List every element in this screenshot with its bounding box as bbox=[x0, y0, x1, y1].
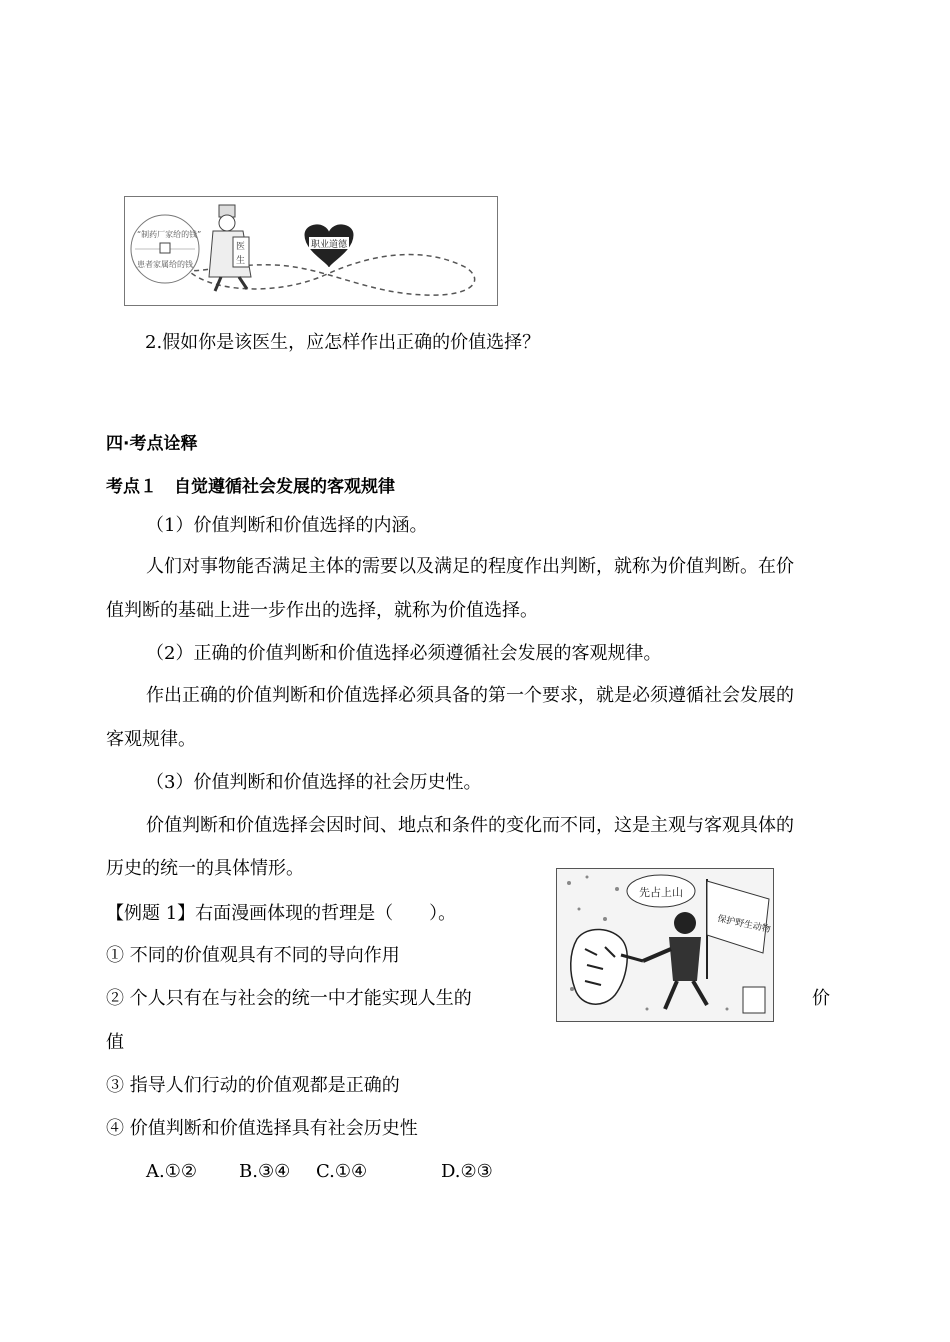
choice-c: C.①④ bbox=[316, 1161, 368, 1182]
choice-d: D.②③ bbox=[441, 1161, 493, 1182]
doctor-cartoon-figure bbox=[124, 196, 498, 306]
circle-text-bottom: 患者家属给的钱 bbox=[137, 260, 193, 269]
paragraph-1-line-1: 人们对事物能否满足主体的需要以及满足的程度作出判断，就称为价值判断。在价 bbox=[146, 556, 794, 577]
option-2-wrap: 值 bbox=[106, 1032, 124, 1053]
choice-b: B.③④ bbox=[239, 1161, 291, 1182]
doctor-label-1: 医 bbox=[236, 242, 246, 252]
heart-label: 职业道德 bbox=[311, 240, 348, 250]
doctor-label-2: 生 bbox=[236, 256, 246, 266]
paragraph-1-heading: （1）价值判断和价值选择的内涵。 bbox=[146, 515, 428, 536]
option-3: ③ 指导人们行动的价值观都是正确的 bbox=[106, 1075, 400, 1096]
paragraph-2-line-2: 客观规律。 bbox=[106, 729, 196, 750]
flag-text: 保护野生动物 bbox=[716, 914, 772, 936]
point-1-title: 考点１ 自觉遵循社会发展的客观规律 bbox=[106, 477, 395, 497]
option-1: ① 不同的价值观具有不同的导向作用 bbox=[106, 945, 400, 966]
bubble-text: 先占上山 bbox=[639, 886, 683, 899]
tiger-cartoon-figure bbox=[556, 868, 774, 1022]
circle-text-top: “制药厂家给的钱” bbox=[137, 230, 202, 239]
paragraph-3-line-2: 历史的统一的具体情形。 bbox=[106, 858, 304, 879]
choice-a: A.①② bbox=[146, 1161, 197, 1182]
option-2: ② 个人只有在与社会的统一中才能实现人生的 bbox=[106, 988, 472, 1009]
option-4: ④ 价值判断和价值选择具有社会历史性 bbox=[106, 1118, 418, 1139]
option-2-tail: 价 bbox=[812, 988, 830, 1009]
section-title: 四·考点诠释 bbox=[106, 434, 198, 454]
paragraph-2-heading: （2）正确的价值判断和价值选择必须遵循社会发展的客观规律。 bbox=[146, 643, 662, 664]
paragraph-3-heading: （3）价值判断和价值选择的社会历史性。 bbox=[146, 772, 482, 793]
paragraph-3-line-1: 价值判断和价值选择会因时间、地点和条件的变化而不同，这是主观与客观具体的 bbox=[146, 815, 794, 836]
paragraph-1-line-2: 值判断的基础上进一步作出的选择，就称为价值选择。 bbox=[106, 600, 538, 621]
paragraph-2-line-1: 作出正确的价值判断和价值选择必须具备的第一个要求，就是必须遵循社会发展的 bbox=[146, 685, 794, 706]
question-2: 2.假如你是该医生，应怎样作出正确的价值选择？ bbox=[145, 332, 541, 353]
example-stem: 【例题 1】右面漫画体现的哲理是（ ）。 bbox=[106, 903, 457, 924]
